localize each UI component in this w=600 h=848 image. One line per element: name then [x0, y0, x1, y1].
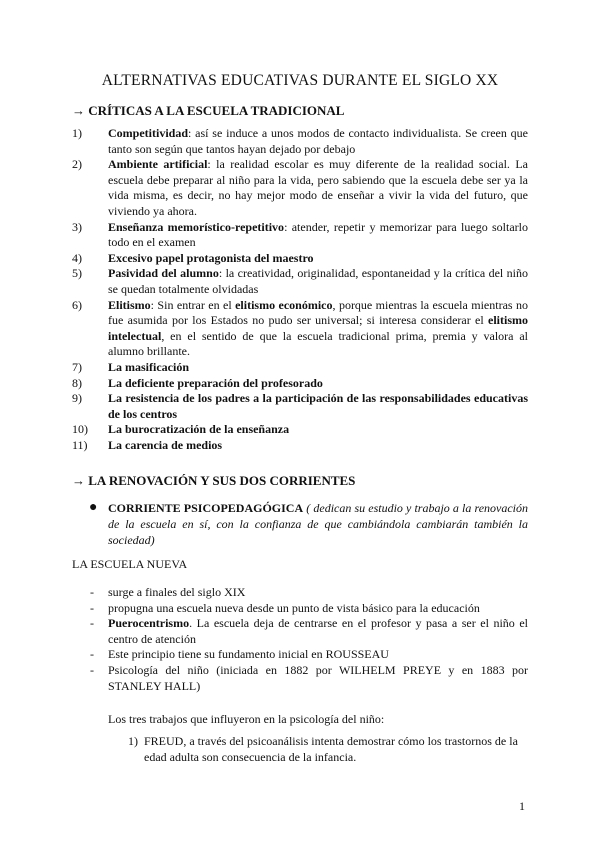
list-item: 7) La masificación: [72, 359, 189, 374]
corriente-psicopedagogica: ● CORRIENTE PSICOPEDAGÓGICA ( dedican su estudio y trabajo a la renovación de la escuela en sí, con la confianza de que cambiándola cambiarán también la sociedad): [89, 500, 529, 547]
criticas-list: [0, 126, 528, 453]
list-item: - Psicología del niño (iniciada en 1882 por WILHELM PREYE y en 1883 por STANLEY HALL): [90, 662, 528, 693]
arrow-icon: →: [72, 103, 85, 118]
list-item: 11) La carencia de medios: [72, 437, 223, 452]
list-item: - Este principio tiene su fundamento inicial en ROUSSEAU: [90, 647, 389, 662]
page-number: 1: [519, 799, 525, 813]
list-item-freud: 1) FREUD, a través del psicoanálisis intenta demostrar cómo los trastornos de la edad adulta son consecuencia de la infancia.: [128, 734, 518, 764]
list-item: - Puerocentrismo. La escuela deja de centrarse en el profesor y pasa a ser el niño el centro de atención: [90, 616, 528, 646]
list-item: 9) La resistencia de los padres a la participación de las responsabilidades educativas de los centros: [72, 391, 528, 421]
list-item: 4) Excesivo papel protagonista del maestro: [72, 250, 314, 265]
list-item: 1) Competitividad: así se induce a unos modos de contacto individualista. Se creen que tanto son según que tantos hayan dejado por debajo: [72, 126, 528, 156]
subheading-escuela-nueva: LA ESCUELA NUEVA: [72, 557, 188, 571]
section-label: LA RENOVACIÓN Y SUS DOS CORRIENTES: [88, 473, 356, 488]
list-item: 8) La deficiente preparación del profesorado: [72, 375, 323, 390]
bullet-icon: ●: [89, 500, 98, 515]
list-item: 10) La burocratización de la enseñanza: [72, 422, 290, 437]
paragraph-tres-trabajos: Los tres trabajos que influyeron en la psicología del niño:: [108, 712, 385, 726]
arrow-icon: →: [72, 473, 85, 488]
section-label: CRÍTICAS A LA ESCUELA TRADICIONAL: [88, 103, 345, 118]
list-item: 2) Ambiente artificial: la realidad escolar es muy diferente de la realidad social. La escuela debe preparar al niño para la vida, pero sabiendo que la escuela debe ser ya la vida misma, es decir, no hay mejor modo de enseñar a vivir la vida del futuro, que viviendo ya ahora.: [72, 157, 528, 218]
list-item: - surge a finales del siglo XIX: [90, 585, 246, 599]
list-item: 5) Pasividad del alumno: la creatividad, originalidad, espontaneidad y la crítica del niño se quedan totalmente olvidadas: [72, 266, 529, 296]
escuela-nueva-list: [0, 585, 528, 694]
page-title: ALTERNATIVAS EDUCATIVAS DURANTE EL SIGLO XX: [101, 72, 499, 89]
section-heading-criticas: [72, 103, 344, 119]
section-heading-renovacion: [72, 473, 355, 489]
list-item: 3) Enseñanza memorístico-repetitivo: atender, repetir y memorizar para luego soltarlo todo en el examen: [72, 219, 528, 250]
list-item: - propugna una escuela nueva desde un punto de vista básico para la educación: [90, 600, 480, 615]
list-item: 6) Elitismo: Sin entrar en el elitismo económico, porque mientras la escuela mientras no fue asumida por los Estados no pudo ser universal; si interesa considerar el elitismo intelectual, en el sentido de que la escuela tradicional prima, premia y valora al alumno brillante.: [72, 297, 528, 359]
